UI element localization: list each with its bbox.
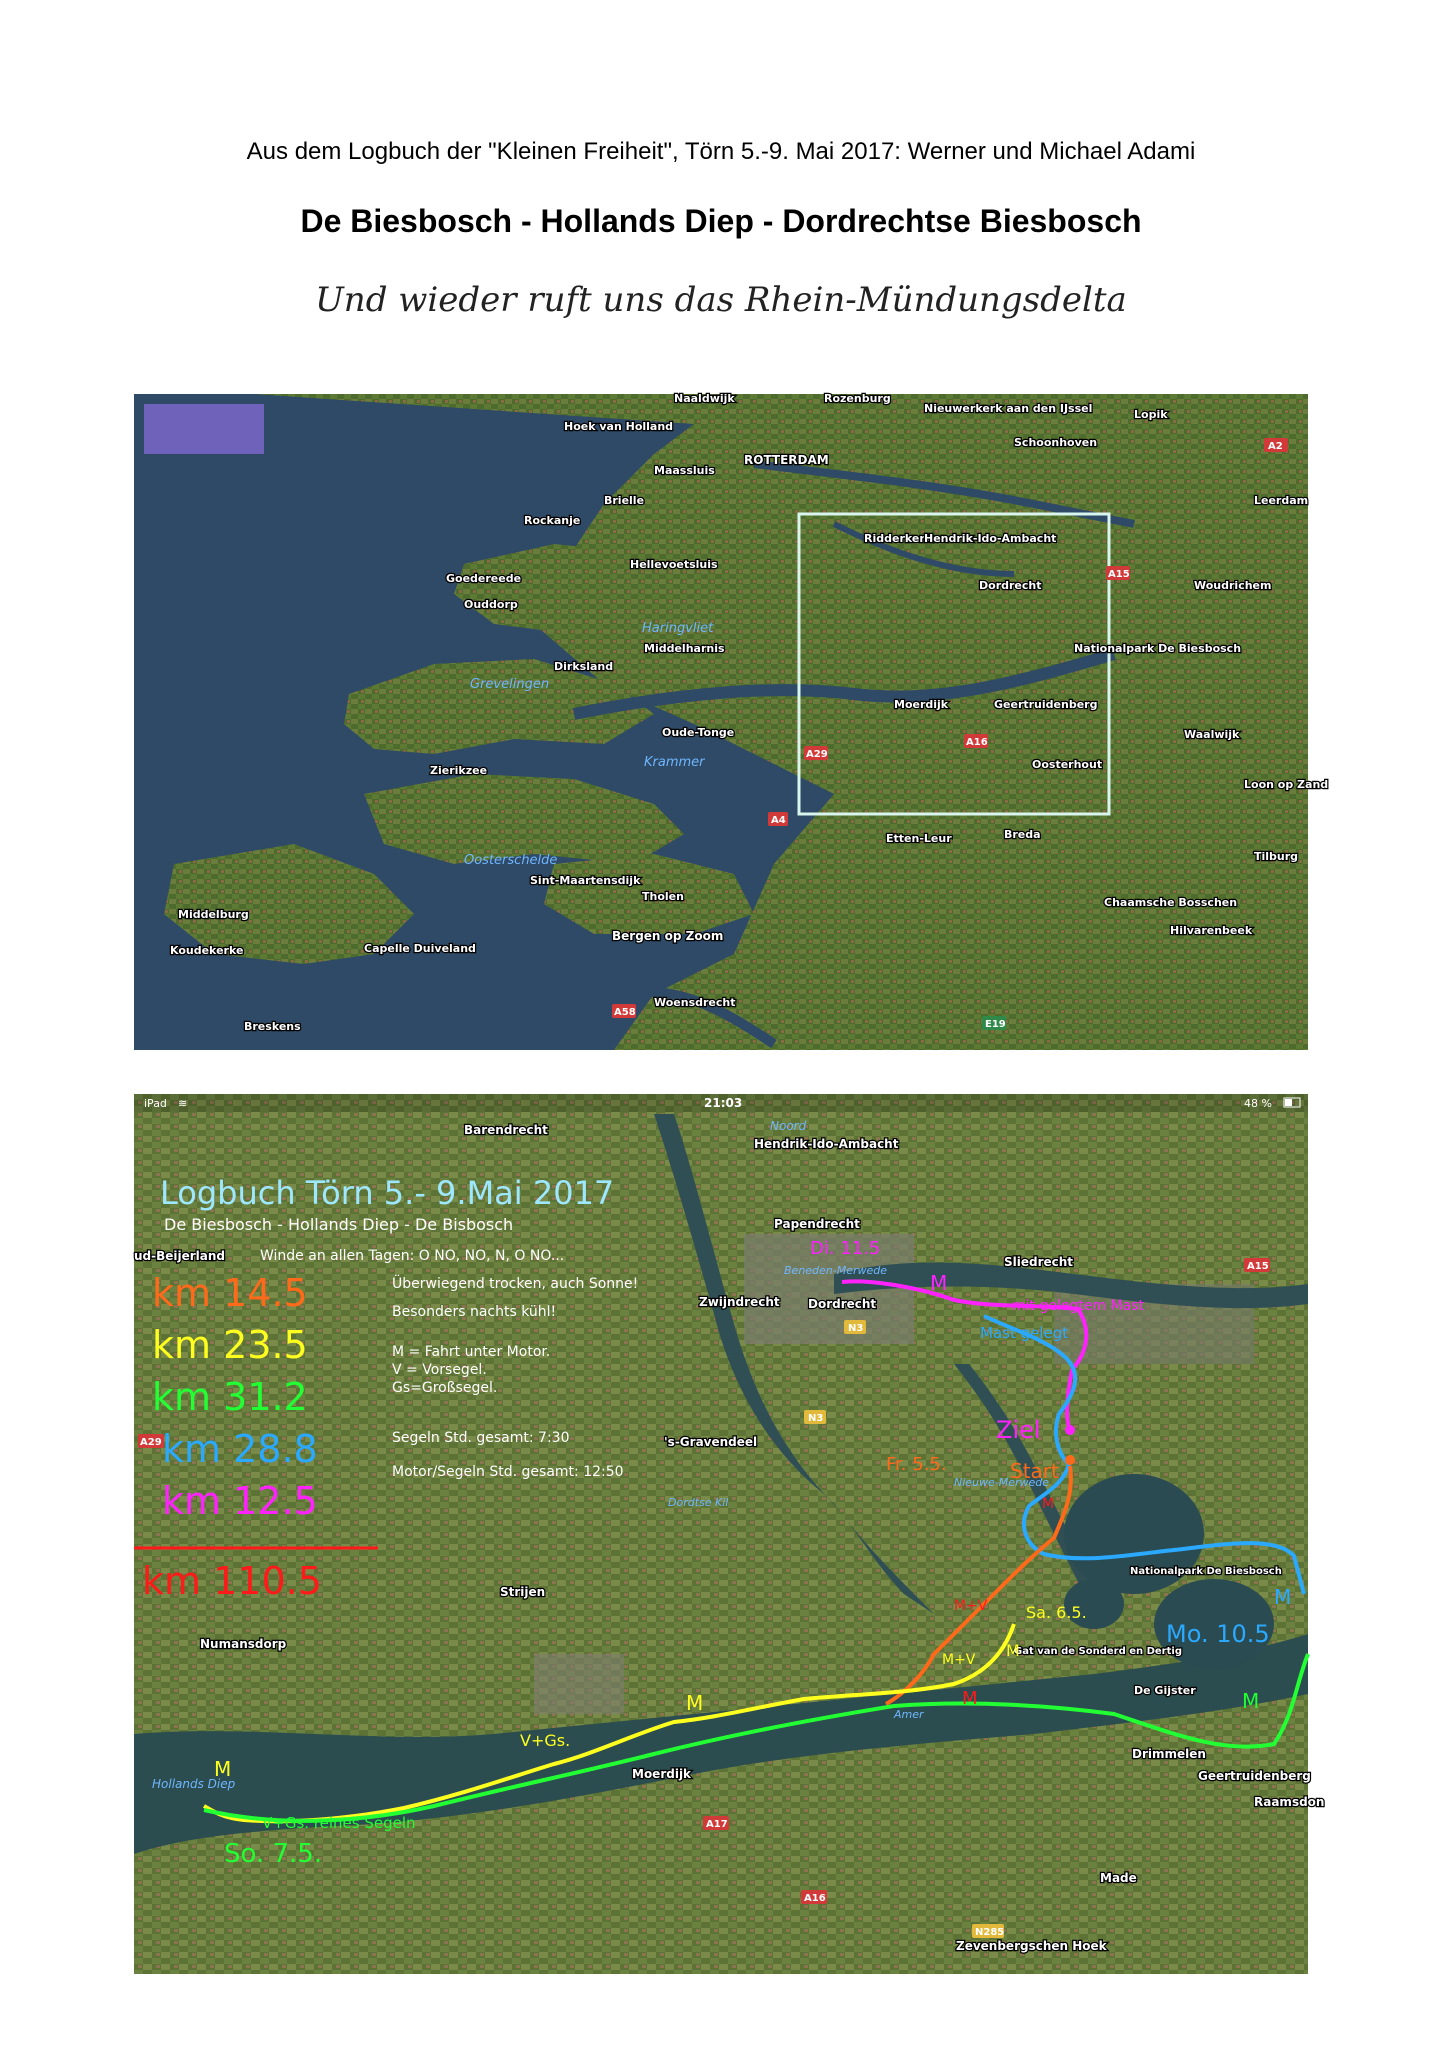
annotation-m-red-2: M — [962, 1688, 978, 1709]
annotation-di: Di. 11.5 — [810, 1238, 881, 1259]
place-label: Geertruidenberg — [994, 698, 1098, 711]
road-shield: A58 — [614, 1007, 636, 1018]
place-label: Koudekerke — [170, 944, 244, 957]
place-label: Woudrichem — [1194, 579, 1272, 592]
water-label: Oosterschelde — [464, 853, 558, 868]
distance-blue: km 28.8 — [162, 1427, 318, 1471]
logbook-weather-2: Besonders nachts kühl! — [392, 1304, 557, 1320]
annotation-mo: Mo. 10.5 — [1166, 1620, 1270, 1648]
page-subtitle: Und wieder ruft uns das Rhein-Mündungsdelta — [315, 280, 1127, 320]
annotation-m-pink: M — [930, 1271, 948, 1295]
distance-total: km 110.5 — [142, 1559, 322, 1603]
annotation-m-yellow-2: M — [686, 1691, 704, 1715]
place-label: Rockanje — [524, 514, 581, 527]
place-label: ROTTERDAM — [744, 453, 829, 467]
place-label: Drimmelen — [1132, 1747, 1206, 1761]
annotation-m-blue: M — [1274, 1585, 1292, 1609]
annotation-sa: Sa. 6.5. — [1026, 1603, 1087, 1622]
place-label: Oosterhout — [1032, 758, 1103, 771]
battery-level: 48 % — [1244, 1097, 1272, 1110]
place-label: Zevenbergschen Hoek — [956, 1939, 1107, 1953]
motor-hours: Motor/Segeln Std. gesamt: 12:50 — [392, 1464, 624, 1480]
road-shield: A16 — [966, 737, 988, 748]
place-label: Leerdam — [1254, 494, 1309, 507]
place-label: Woensdrecht — [654, 996, 736, 1009]
place-label: Brielle — [604, 494, 645, 507]
start-marker — [1065, 1455, 1075, 1465]
road-shield: N3 — [848, 1323, 864, 1334]
place-label: Schoonhoven — [1014, 436, 1098, 449]
place-label: Waalwijk — [1184, 728, 1240, 741]
road-shield: A15 — [1247, 1261, 1269, 1272]
place-label: De Gijster — [1134, 1684, 1196, 1697]
annotation-vgs: V+Gs. — [520, 1731, 571, 1750]
place-label: Dirksland — [554, 660, 614, 673]
place-label: Dordrecht — [808, 1297, 877, 1311]
intro-line: Aus dem Logbuch der "Kleinen Freiheit", Törn 5.-9. Mai 2017: Werner und Michael Adami — [246, 138, 1196, 165]
annotation-fr: Fr. 5.5. — [886, 1454, 947, 1475]
overview-map[interactable] — [134, 392, 1329, 1050]
place-label: Dordrecht — [979, 579, 1042, 592]
svg-text:N3: N3 — [808, 1413, 824, 1424]
route-map[interactable] — [134, 1094, 1325, 1974]
place-label: Hoek van Holland — [564, 420, 674, 433]
water-label: Grevelingen — [470, 677, 550, 692]
page-title: De Biesbosch - Hollands Diep - Dordrechtse Biesbosch — [300, 203, 1142, 239]
status-time: 21:03 — [704, 1096, 743, 1110]
place-label: Noord — [770, 1119, 807, 1133]
road-shield: A2 — [1268, 441, 1283, 452]
place-label: Middelburg — [178, 908, 249, 921]
road-shield: N285 — [975, 1927, 1005, 1938]
distance-pink: km 12.5 — [162, 1479, 318, 1523]
place-label: Raamsdon — [1254, 1795, 1325, 1809]
place-label: Naaldwijk — [674, 392, 735, 405]
place-label: Moerdijk — [632, 1767, 692, 1781]
distance-orange: km 14.5 — [152, 1271, 308, 1315]
ziel-marker — [1065, 1425, 1075, 1435]
legend-motor: M = Fahrt unter Motor. — [392, 1344, 551, 1360]
distance-yellow: km 23.5 — [152, 1323, 308, 1367]
road-shield: A29 — [140, 1437, 162, 1448]
annotation-mv-2: M+V — [942, 1652, 976, 1668]
place-label: Chaamsche Bosschen — [1104, 896, 1238, 909]
annotation-m-red: M — [1042, 1496, 1055, 1512]
sail-hours: Segeln Std. gesamt: 7:30 — [392, 1430, 570, 1446]
place-label: Tholen — [642, 890, 684, 903]
place-label: Hendrik-Ido-Ambacht — [754, 1137, 899, 1151]
place-label: Breskens — [244, 1020, 301, 1033]
annotation-start: Start — [1010, 1459, 1059, 1483]
annotation-so: So. 7.5. — [224, 1839, 323, 1869]
logbook-wind: Winde an allen Tagen: O NO, NO, N, O NO... — [260, 1248, 565, 1264]
road-shield: A29 — [806, 749, 828, 760]
place-label: Made — [1100, 1871, 1137, 1885]
place-label: Barendrecht — [464, 1123, 548, 1137]
annotation-mv-1: M+V — [954, 1598, 988, 1614]
place-label: Nationalpark De Biesbosch — [1130, 1566, 1282, 1577]
place-label: Hendrik-Ido-Ambacht — [924, 532, 1057, 545]
place-label: Beneden-Merwede — [784, 1264, 888, 1277]
place-label: Tilburg — [1254, 850, 1299, 863]
water-label: Krammer — [644, 755, 705, 770]
place-label: Goedereede — [446, 572, 522, 585]
place-label: Capelle Duiveland — [364, 942, 476, 955]
place-label: Lopik — [1134, 408, 1168, 421]
place-label: Papendrecht — [774, 1217, 860, 1231]
road-shield: A15 — [1108, 569, 1130, 580]
annotation-m-left: M — [214, 1757, 232, 1781]
place-label: Hilvarenbeek — [1170, 924, 1253, 937]
logbook-route: De Biesbosch - Hollands Diep - De Bisbosch — [164, 1215, 514, 1234]
place-label: Zierikzee — [430, 764, 488, 777]
annotation-m-green: M — [1242, 1689, 1260, 1713]
place-label: Moerdijk — [894, 698, 949, 711]
place-label: Dordtse Kil — [668, 1496, 729, 1509]
place-label: Numansdorp — [200, 1637, 287, 1651]
road-shield: A17 — [706, 1819, 728, 1830]
logbook-weather-1: Überwiegend trocken, auch Sonne! — [392, 1276, 639, 1292]
place-label: Amer — [894, 1708, 924, 1721]
water-label: Haringvliet — [642, 621, 714, 636]
annotation-mast-blue: Mast gelegt — [980, 1324, 1069, 1342]
place-label: ud-Beijerland — [134, 1249, 226, 1263]
place-label: Bergen op Zoom — [612, 929, 724, 943]
road-shield: A4 — [771, 815, 786, 826]
place-label: 's-Gravendeel — [664, 1435, 758, 1449]
place-label: Maassluis — [654, 464, 715, 477]
place-label: Strijen — [500, 1585, 546, 1599]
annotation-vgs-sail: V+Gs. reines Segeln — [262, 1814, 416, 1832]
place-label: Middelharnis — [644, 642, 725, 655]
place-label: Gat van de Sonderd en Dertig — [1014, 1646, 1182, 1657]
place-label: Zwijndrecht — [699, 1295, 780, 1309]
place-label: Ridderkerk — [864, 532, 933, 545]
place-label: Rozenburg — [824, 392, 891, 405]
annotation-ziel: Ziel — [996, 1416, 1041, 1444]
place-label: Ouddorp — [464, 598, 518, 611]
place-label: Nieuwe-Merwede — [954, 1476, 1050, 1489]
place-label: Nieuwerkerk aan den IJssel — [924, 402, 1093, 415]
device-label: iPad — [144, 1097, 167, 1110]
place-label: Hellevoetsluis — [630, 558, 718, 571]
place-label: Hollands Diep — [152, 1777, 236, 1791]
place-label: Oude-Tonge — [662, 726, 735, 739]
legend-vorsegel: V = Vorsegel. — [392, 1362, 487, 1378]
wifi-icon: ≋ — [178, 1098, 188, 1110]
place-label: Nationalpark De Biesbosch — [1074, 642, 1242, 655]
place-label: Sliedrecht — [1004, 1255, 1074, 1269]
road-shield: E19 — [985, 1019, 1006, 1030]
legend-grosssegel: Gs=Großsegel. — [392, 1380, 498, 1396]
annotation-m-yellow: M — [1006, 1641, 1020, 1660]
logbook-heading: Logbuch Törn 5.- 9.Mai 2017 — [160, 1174, 615, 1212]
place-label: Etten-Leur — [886, 832, 952, 845]
road-shield: A16 — [804, 1893, 826, 1904]
place-label: Geertruidenberg — [1198, 1769, 1311, 1783]
annotation-mast-pink: mit gelegtem Mast — [1012, 1298, 1144, 1314]
place-label: Loon op Zand — [1244, 778, 1329, 791]
place-label: Sint-Maartensdijk — [530, 874, 641, 887]
place-label: Breda — [1004, 828, 1041, 841]
distance-green: km 31.2 — [152, 1375, 308, 1419]
